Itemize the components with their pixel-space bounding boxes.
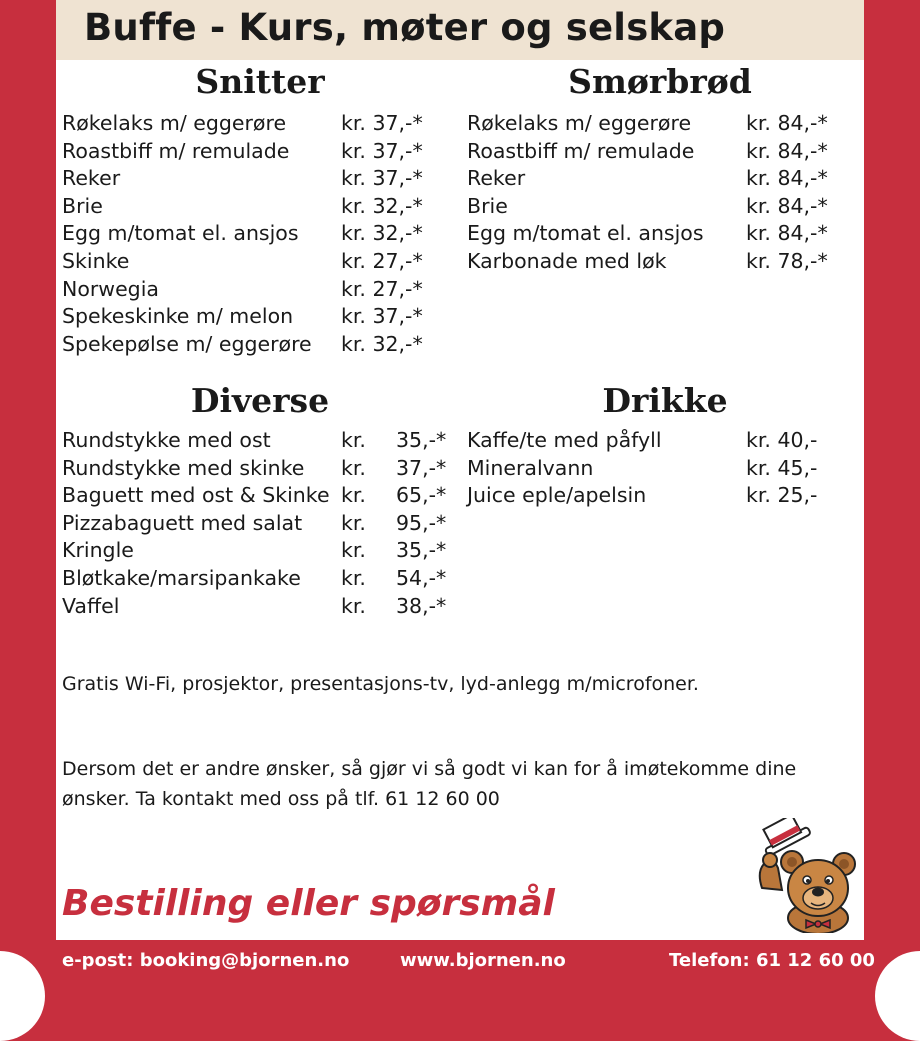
menu-item-price: kr. 84,-*	[746, 166, 828, 191]
menu-item-currency: kr.	[341, 483, 366, 508]
menu-item-name: Reker	[467, 166, 526, 191]
menu-item-price: 38,-*	[396, 593, 447, 618]
menu-item-name: Kaffe/te med påfyll	[467, 428, 662, 452]
menu-item-price: 35,-*	[396, 428, 447, 452]
menu-item-name: Brie	[467, 193, 508, 218]
menu-item-price: kr. 37,-*	[341, 166, 423, 191]
menu-item-name: Egg m/tomat el. ansjos	[467, 221, 704, 246]
menu-item-price: kr. 40,-	[746, 428, 818, 452]
section-title-snitter: Snitter	[195, 62, 325, 101]
menu-item-name: Roastbiff m/ remulade	[467, 138, 695, 163]
menu-item-name: Egg m/tomat el. ansjos	[62, 221, 299, 246]
menu-item-currency: kr.	[341, 565, 366, 590]
section-title-drikke: Drikke	[602, 381, 728, 420]
menu-item-price: kr. 32,-*	[341, 221, 423, 246]
menu-item-price: kr. 37,-*	[341, 111, 423, 135]
menu-item-price: kr. 84,-*	[746, 193, 828, 218]
menu-item-price: 35,-*	[396, 538, 447, 563]
order-heading: Bestilling eller spørsmål	[62, 883, 555, 924]
menu-item-name: Spekepølse m/ eggerøre	[62, 331, 312, 356]
menu-item-name: Rundstykke med skinke	[62, 455, 305, 480]
menu-item-price: kr. 27,-*	[341, 248, 423, 273]
menu-item-price: 37,-*	[396, 455, 447, 480]
menu-item-price: kr. 45,-	[746, 455, 818, 480]
menu-item-price: kr. 32,-*	[341, 331, 423, 356]
facilities-note: Gratis Wi-Fi, prosjektor, presentasjons-tv, lyd-anlegg m/microfoner.	[62, 673, 699, 695]
menu-item-name: Baguett med ost & Skinke	[62, 483, 330, 508]
menu-item-name: Spekeskinke m/ melon	[62, 304, 294, 329]
menu-item-currency: kr.	[341, 455, 366, 480]
menu-item-name: Brie	[62, 193, 103, 218]
menu-item-price: kr. 32,-*	[341, 193, 423, 218]
header-bar	[56, 0, 864, 60]
section-title-diverse: Diverse	[190, 381, 330, 420]
menu-item-name: Rundstykke med ost	[62, 428, 271, 452]
wishes-note: Dersom det er andre ønsker, så gjør vi så godt vi kan for å imøtekomme dine ønsker. Ta kontakt med oss på tlf. 61 12 60 00	[62, 758, 797, 810]
footer-email[interactable]: e-post: booking@bjornen.no	[62, 950, 350, 971]
menu-item-name: Norwegia	[62, 276, 159, 301]
footer-website[interactable]: www.bjornen.no	[400, 950, 566, 971]
menu-item-price: 95,-*	[396, 510, 447, 535]
menu-item-name: Røkelaks m/ eggerøre	[467, 111, 692, 135]
menu-item-currency: kr.	[341, 593, 366, 618]
menu-item-price: kr. 37,-*	[341, 138, 423, 163]
corner-decoration-left	[0, 951, 45, 1041]
menu-item-name: Roastbiff m/ remulade	[62, 138, 290, 163]
bear-mascot-icon	[748, 818, 858, 933]
menu-item-price: 54,-*	[396, 565, 447, 590]
menu-item-price: kr. 27,-*	[341, 276, 423, 301]
menu-item-name: Reker	[62, 166, 121, 191]
page-title: Buffe - Kurs, møter og selskap	[84, 6, 726, 49]
menu-item-price: 65,-*	[396, 483, 447, 508]
menu-item-name: Bløtkake/marsipankake	[62, 565, 301, 590]
menu-item-name: Karbonade med løk	[467, 248, 667, 273]
menu-item-price: kr. 84,-*	[746, 111, 828, 135]
menu-item-name: Mineralvann	[467, 455, 594, 480]
menu-item-price: kr. 25,-	[746, 483, 818, 508]
menu-item-name: Juice eple/apelsin	[467, 483, 647, 508]
menu-item-price: kr. 84,-*	[746, 221, 828, 246]
menu-item-currency: kr.	[341, 428, 366, 452]
menu-item-name: Pizzabaguett med salat	[62, 510, 303, 535]
menu-item-name: Røkelaks m/ eggerøre	[62, 111, 287, 135]
menu-item-name: Skinke	[62, 248, 130, 273]
menu-item-currency: kr.	[341, 538, 366, 563]
menu-item-price: kr. 78,-*	[746, 248, 828, 273]
section-title-smorbrod: Smørbrød	[568, 62, 752, 101]
corner-decoration-right	[875, 951, 920, 1041]
menu-item-name: Vaffel	[62, 593, 120, 618]
menu-item-price: kr. 37,-*	[341, 304, 423, 329]
menu-item-price: kr. 84,-*	[746, 138, 828, 163]
menu-item-name: Kringle	[62, 538, 134, 563]
menu-item-currency: kr.	[341, 510, 366, 535]
footer-phone[interactable]: Telefon: 61 12 60 00	[669, 950, 875, 971]
